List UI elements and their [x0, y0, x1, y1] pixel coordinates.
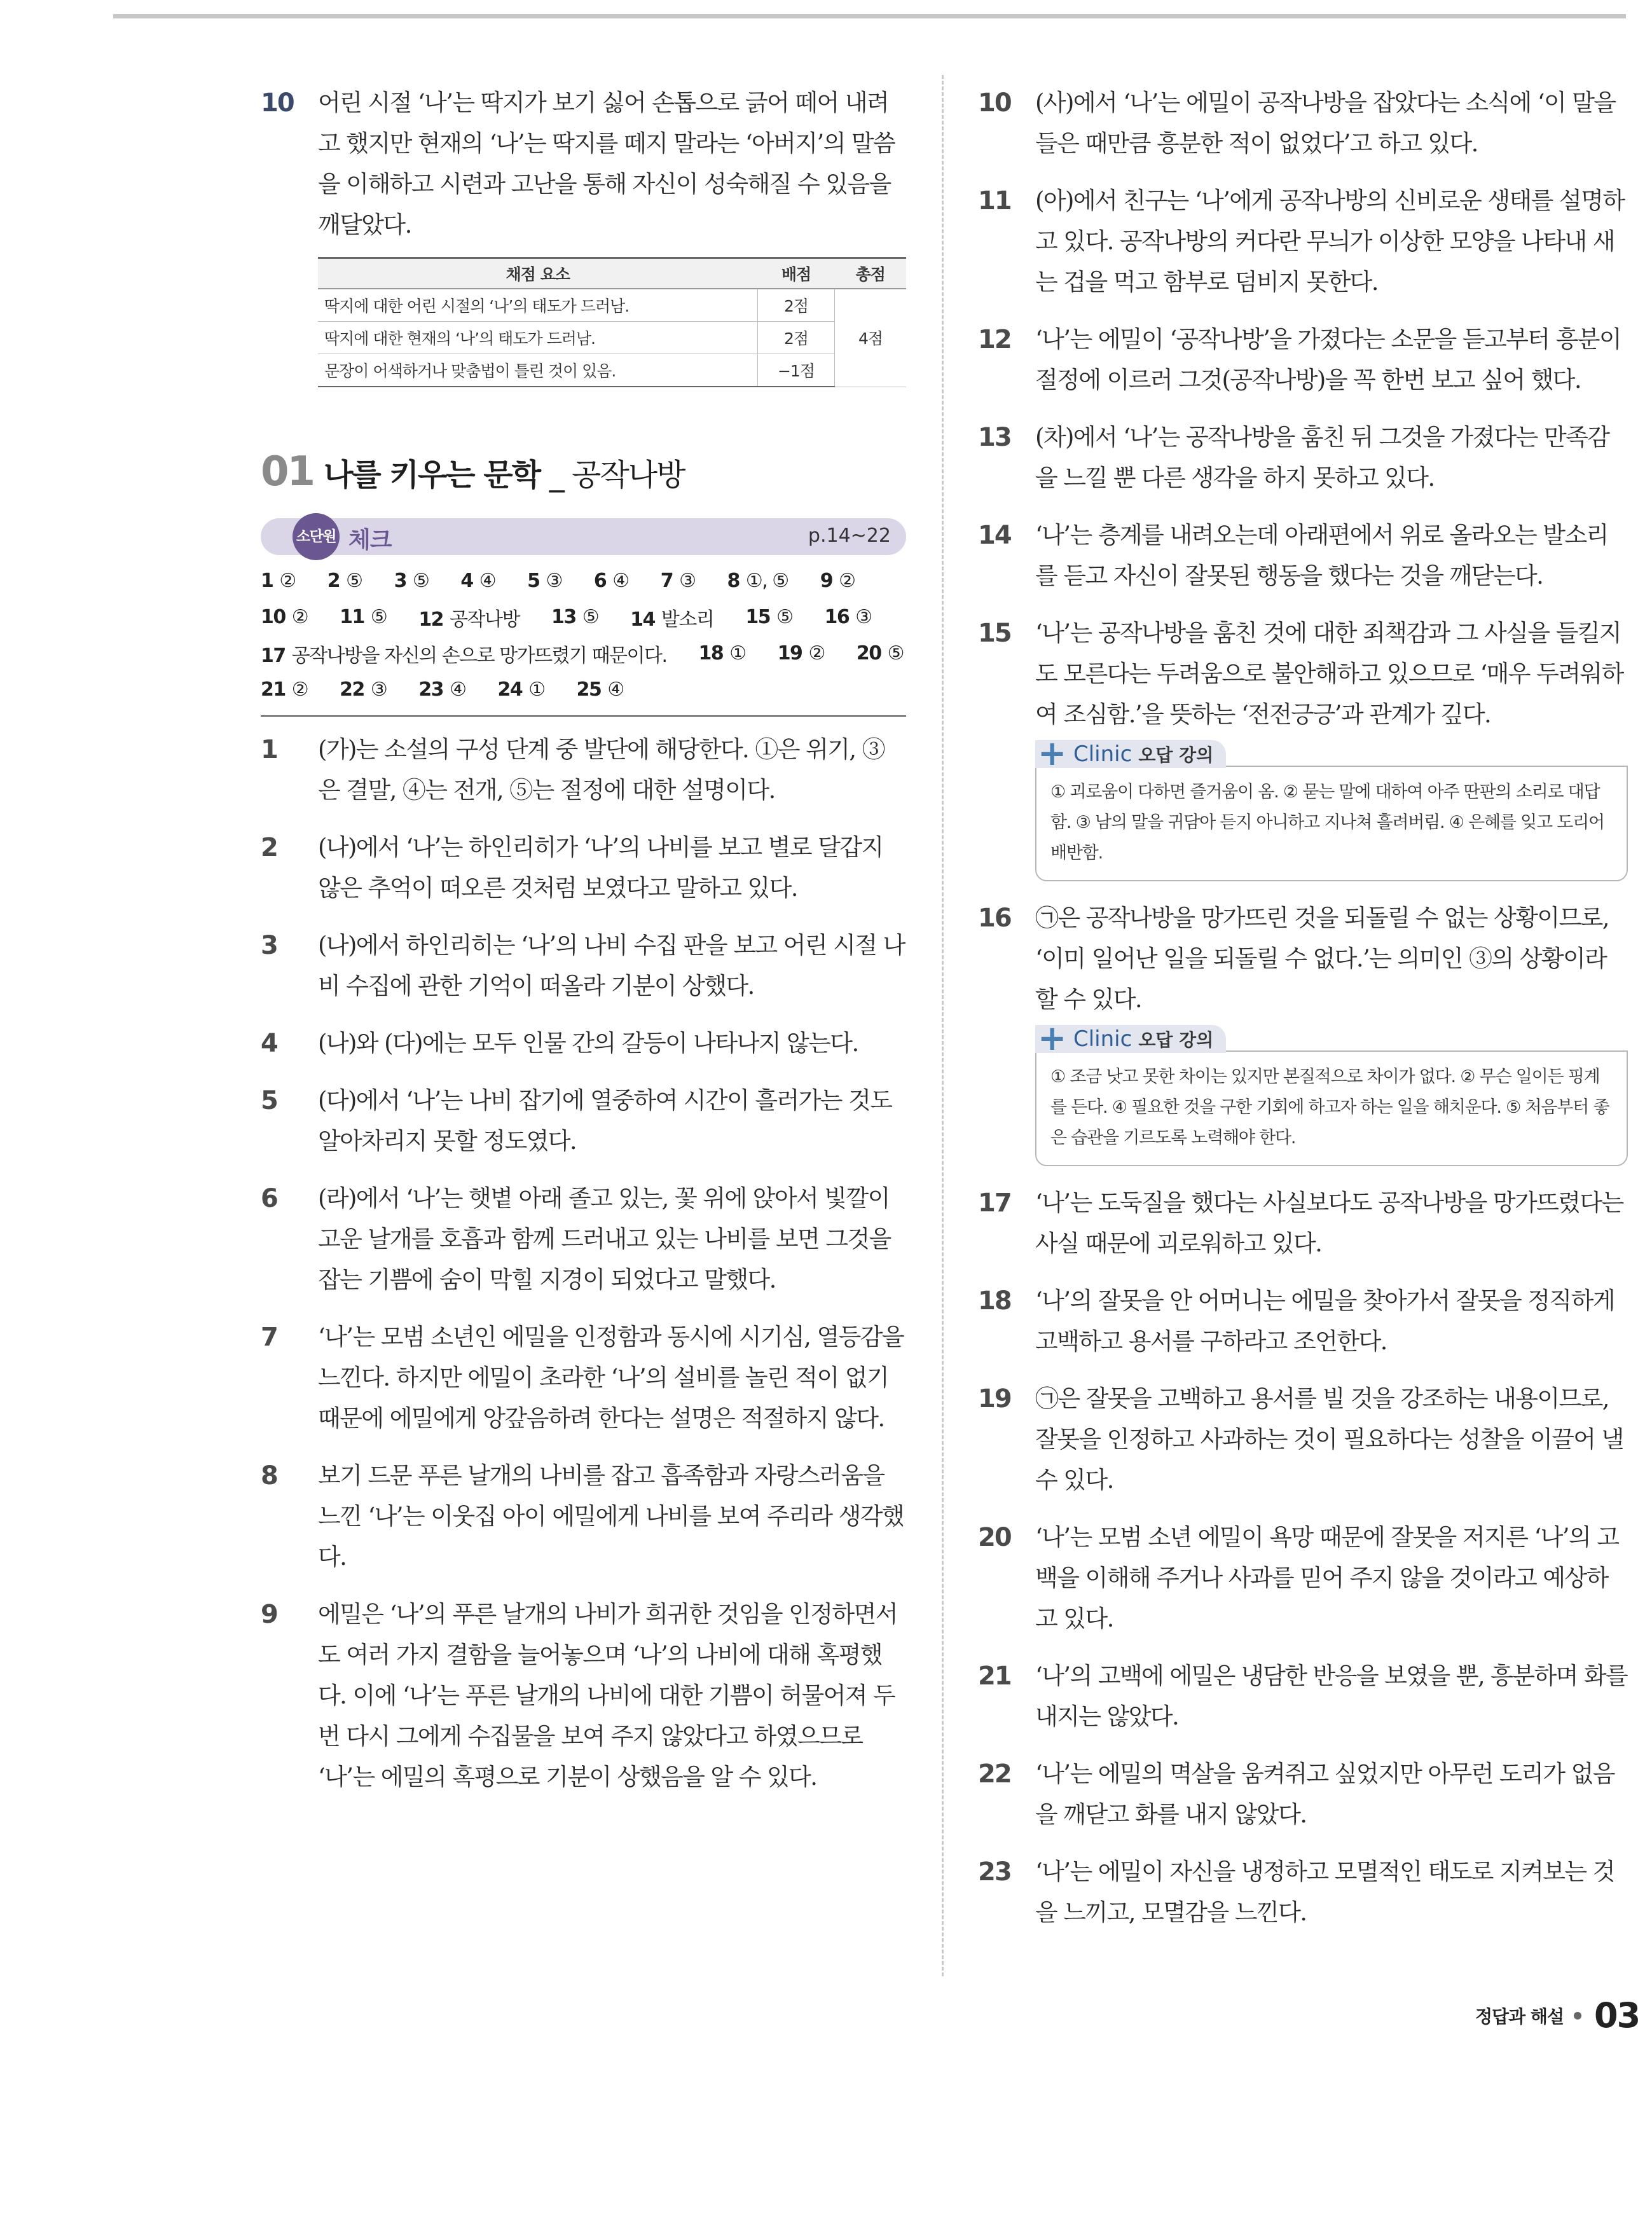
answer-item: [340, 678, 387, 701]
answer-item: [727, 570, 788, 592]
right-column: [978, 83, 1628, 1933]
item-number: 13: [978, 423, 1011, 452]
item-number: 14: [978, 521, 1011, 550]
item-number: 6: [261, 1184, 277, 1213]
left-column: [261, 83, 906, 1798]
item-number: 12: [978, 325, 1011, 354]
table-row: [318, 354, 906, 387]
explanation-item: [261, 729, 906, 811]
answer-number: 16: [824, 606, 850, 628]
item-text: (차)에서 ‘나’는 공작나방을 훔친 뒤 그것을 가졌다는 만족감을 느낄 뿐 다른 생각을 하지 못하고 있다.: [1035, 423, 1609, 492]
item-text: ㉠은 잘못을 고백하고 용서를 빌 것을 강조하는 내용이므로, 잘못을 인정하고 사과하는 것이 필요하다는 성찰을 이끌어 낼 수 있다.: [1035, 1385, 1623, 1494]
answer-item: [340, 606, 387, 628]
answer-item: [497, 678, 544, 701]
item-number: 19: [978, 1384, 1011, 1414]
item-number: 8: [261, 1461, 277, 1490]
clinic-content: ① 괴로움이 다하면 즐거움이 옴. ② 묻는 말에 대하여 아주 딴판의 소리로 대답함. ③ 남의 말을 귀담아 듣지 아니하고 지나쳐 흘려버림. ④ 은혜를 잊고 도리어 배반함.: [1035, 766, 1628, 881]
answer-value: 발소리: [661, 608, 714, 631]
answer-item: [261, 640, 667, 668]
page-footer: [1475, 1995, 1639, 2035]
item-text: ㉠은 공작나방을 망가뜨린 것을 되돌릴 수 없는 상황이므로, ‘이미 일어난 일을 되돌릴 수 없다.’는 의미인 ③의 상황이라 할 수 있다.: [1035, 904, 1609, 1013]
check-label: 체크: [348, 527, 392, 553]
item-text: ‘나’는 공작나방을 훔친 것에 대한 죄책감과 그 사실을 들킬지도 모른다는 두려움으로 불안해하고 있으므로 ‘매우 두려워하여 조심함.’을 뜻하는 ‘전전긍긍’과 관계가 깊다.: [1035, 619, 1623, 728]
table-cell-criterion: 딱지에 대한 현재의 ‘나’의 태도가 드러남.: [318, 322, 758, 354]
item-text: (나)와 (다)에는 모두 인물 간의 갈등이 나타나지 않는다.: [318, 1029, 858, 1057]
answer-value: 공작나방: [450, 608, 520, 631]
answer-item: [745, 606, 792, 628]
answer-value: ①: [528, 678, 545, 701]
answer-number: 3: [394, 570, 406, 592]
answer-value: ④: [612, 570, 629, 592]
answer-number: 17: [261, 644, 286, 667]
answer-item: [778, 642, 825, 664]
answer-number: 23: [418, 678, 444, 701]
answer-number: 7: [660, 570, 673, 592]
item-number: 5: [261, 1086, 277, 1115]
page-number: 03: [1594, 1995, 1640, 2035]
answer-value: ③: [679, 570, 696, 592]
item-number: 10: [261, 88, 294, 118]
item-text: ‘나’는 도둑질을 했다는 사실보다도 공작나방을 망가뜨렸다는 사실 때문에 괴로워하고 있다.: [1035, 1189, 1623, 1257]
answer-item: [527, 570, 562, 592]
answer-value: ⑤: [412, 570, 429, 592]
item-number: 15: [978, 619, 1011, 648]
answer-item: [825, 606, 872, 628]
clinic-title: Clinic: [1073, 741, 1132, 767]
answer-value: ③: [370, 678, 387, 701]
explanation-item: [261, 1594, 906, 1798]
answer-value: ①: [729, 642, 746, 664]
bullet-icon: [1574, 2012, 1581, 2020]
answer-number: 22: [340, 678, 364, 701]
item-text: ‘나’는 에밀의 멱살을 움켜쥐고 싶었지만 아무런 도리가 없음을 깨닫고 화를 내지 않았다.: [1035, 1760, 1614, 1828]
item-number: 23: [978, 1857, 1011, 1887]
answer-number: 21: [261, 678, 286, 701]
item-number: 17: [978, 1188, 1011, 1218]
answer-item: [857, 642, 904, 664]
explanation-item: [261, 827, 906, 909]
item-number: 9: [261, 1600, 277, 1629]
explanation-item: [978, 898, 1628, 1020]
answer-item: [327, 570, 362, 592]
answer-item: [418, 678, 465, 701]
item-text: ‘나’는 모범 소년 에밀이 욕망 때문에 잘못을 저지른 ‘나’의 고백을 이해해 주거나 사과를 믿어 주지 않을 것이라고 예상하고 있다.: [1035, 1524, 1619, 1632]
item-text: ‘나’는 모범 소년인 에밀을 인정함과 동시에 시기심, 열등감을 느낀다. 하지만 에밀이 초라한 ‘나’의 설비를 놀린 적이 없기 때문에 에밀에게 앙갚음하려 한다는 설명은 적절하지 않다.: [318, 1323, 904, 1432]
item-number: 18: [978, 1286, 1011, 1316]
answer-value: ③: [546, 570, 562, 592]
table-cell-score: −1점: [758, 354, 835, 387]
answer-value: ⑤: [776, 606, 793, 628]
item-text: (나)에서 하인리히는 ‘나’의 나비 수집 판을 보고 어린 시절 나비 수집에 관한 기억이 떠올라 기분이 상했다.: [318, 932, 905, 1000]
clinic-subtitle: 오답 강의: [1138, 1029, 1214, 1050]
answer-value: ④: [479, 570, 496, 592]
item-number: 1: [261, 735, 277, 764]
explanation-item: [978, 1656, 1628, 1737]
clinic-title: Clinic: [1073, 1026, 1132, 1052]
answer-item: [418, 603, 520, 631]
answer-value: ②: [291, 678, 308, 701]
check-pages: p.14~22: [808, 525, 891, 547]
answer-value: ⑤: [370, 606, 387, 628]
answer-item: [261, 678, 308, 701]
clinic-box: [1035, 1018, 1628, 1166]
explanation-item: [978, 319, 1628, 401]
section-subtitle: _ 공작나방: [549, 457, 685, 493]
answer-value: ②: [291, 606, 308, 628]
answer-number: 12: [418, 608, 444, 631]
answer-number: 4: [460, 570, 473, 592]
footer-label: 정답과 해설: [1475, 2006, 1564, 2027]
table-header-criterion: 채점 요소: [318, 258, 758, 289]
item-text: (아)에서 친구는 ‘나’에게 공작나방의 신비로운 생태를 설명하고 있다. 공작나방의 커다란 무늬가 이상한 모양을 나타내 새는 겁을 먹고 함부로 덤비지 못한다.: [1035, 187, 1625, 296]
answer-number: 2: [327, 570, 340, 592]
answer-item: [699, 642, 746, 664]
item-text: ‘나’는 에밀이 자신을 냉정하고 모멸적인 태도로 지켜보는 것을 느끼고, 모멸감을 느낀다.: [1035, 1858, 1614, 1926]
explanation-item: [978, 417, 1628, 499]
answer-value: ②: [808, 642, 825, 664]
answer-number: 19: [777, 642, 802, 664]
table-cell-criterion: 딱지에 대한 어린 시절의 ‘나’의 태도가 드러남.: [318, 289, 758, 322]
item-text: 보기 드문 푸른 날개의 나비를 잡고 흡족함과 자랑스러움을 느낀 ‘나’는 이웃집 아이 에밀에게 나비를 보여 주리라 생각했다.: [318, 1462, 904, 1571]
item-number: 21: [978, 1662, 1011, 1691]
answer-item: [261, 570, 296, 592]
section-title: [324, 450, 684, 494]
top-rule: [113, 14, 1626, 18]
section-title-main: 나를 키우는 문학: [324, 457, 540, 493]
answer-number: 13: [551, 606, 576, 628]
explanation-item: [978, 83, 1628, 164]
item-number: 4: [261, 1029, 277, 1058]
answer-row: [261, 563, 906, 599]
answer-value: ②: [279, 570, 296, 592]
clinic-content: ① 조금 낫고 못한 차이는 있지만 본질적으로 차이가 없다. ② 무슨 일이든 핑계를 든다. ④ 필요한 것을 구한 기회에 하고자 하는 일을 해치운다. ⑤ 처음부터 좋은 습관을 기르도록 노력해야 한다.: [1035, 1050, 1628, 1166]
answer-number: 20: [856, 642, 881, 664]
explanation-item: [261, 925, 906, 1007]
explanation-item: [978, 1183, 1628, 1264]
answer-number: 9: [820, 570, 833, 592]
item-number: 11: [978, 186, 1011, 216]
explanation-item: [261, 1023, 906, 1064]
explanation-item: [978, 1852, 1628, 1933]
answer-value: ④: [450, 678, 466, 701]
item-text: 에밀은 ‘나’의 푸른 날개의 나비가 희귀한 것임을 인정하면서도 여러 가지 결함을 늘어놓으며 ‘나’의 나비에 대해 혹평했다. 이에 ‘나’는 푸른 날개의 나비에 대한 기쁨이 허물어져 두 번 다시 그에게 수집물을 보여 주지 않았다고 하였으므로 ‘나’는 에밀의 혹평으로 기분이 상했음을 알 수 있다.: [318, 1600, 897, 1791]
answer-item: [551, 606, 598, 628]
item-number: 20: [978, 1523, 1011, 1552]
table-cell-criterion: 문장이 어색하거나 맞춤법이 틀린 것이 있음.: [318, 354, 758, 387]
answer-value: ②: [839, 570, 855, 592]
answer-value: ③: [855, 606, 872, 628]
explanation-item: [978, 1281, 1628, 1362]
column-divider: [942, 75, 944, 1976]
item-text: (나)에서 ‘나’는 하인리히가 ‘나’의 나비를 보고 별로 달갑지 않은 추억이 떠오른 것처럼 보였다고 말하고 있다.: [318, 834, 883, 902]
answer-number: 10: [261, 606, 286, 628]
scoring-table: [318, 257, 906, 387]
answer-item: [630, 603, 713, 631]
check-bar: [261, 518, 906, 555]
answer-number: 24: [497, 678, 523, 701]
item-number: 7: [261, 1323, 277, 1352]
item-number: 10: [978, 88, 1011, 118]
answer-value: 공작나방을 자신의 손으로 망가뜨렸기 때문이다.: [291, 644, 667, 667]
answer-item: [594, 570, 629, 592]
item-number: 2: [261, 833, 277, 862]
answer-item: [460, 570, 495, 592]
item-number: 3: [261, 931, 277, 960]
explanation-item: [978, 613, 1628, 735]
answer-number: 18: [698, 642, 724, 664]
table-row: [318, 289, 906, 322]
answer-number: 5: [527, 570, 540, 592]
clinic-tab: [1035, 733, 1226, 773]
explanation-item: [978, 181, 1628, 303]
answer-row: [261, 671, 906, 708]
answer-value: ⑤: [887, 642, 904, 664]
item-number: 22: [978, 1759, 1011, 1789]
explanation-item: [978, 1517, 1628, 1639]
explanation-item: [978, 1754, 1628, 1835]
item-text: 어린 시절 ‘나’는 딱지가 보기 싫어 손톱으로 긁어 떼어 내려 고 했지만 현재의 ‘나’는 딱지를 떼지 말라는 ‘아버지’의 말씀 을 이해하고 시련과 고난을 통해 자신이 성숙해질 수 있음을 깨달았다.: [318, 89, 895, 238]
item-text: ‘나’의 고백에 에밀은 냉담한 반응을 보였을 뿐, 흥분하며 화를 내지는 않았다.: [1035, 1662, 1628, 1730]
answer-value: ①, ⑤: [745, 570, 788, 592]
table-cell-score: 2점: [758, 289, 835, 322]
answer-grid: [261, 563, 906, 717]
table-header-total: 총점: [835, 258, 907, 289]
plus-icon: +: [1038, 733, 1067, 773]
clinic-box: [1035, 733, 1628, 881]
answer-item: [661, 570, 696, 592]
answer-row: [261, 599, 906, 635]
section-heading: [261, 448, 906, 495]
answer-number: 8: [727, 570, 740, 592]
answer-number: 14: [630, 608, 655, 631]
explanation-item: [261, 1317, 906, 1439]
table-cell-score: 2점: [758, 322, 835, 354]
table-row: [318, 322, 906, 354]
answer-item: [261, 606, 308, 628]
plus-icon: +: [1038, 1018, 1067, 1058]
answer-item: [394, 570, 429, 592]
item-text: ‘나’의 잘못을 안 어머니는 에밀을 찾아가서 잘못을 정직하게 고백하고 용서를 구하라고 조언한다.: [1035, 1287, 1614, 1355]
explanation-item: [978, 1379, 1628, 1501]
answer-number: 15: [745, 606, 771, 628]
answer-value: ⑤: [346, 570, 362, 592]
answer-row: [261, 635, 906, 671]
item-text: (라)에서 ‘나’는 햇볕 아래 졸고 있는, 꽃 위에 앉아서 빛깔이 고운 날개를 호흡과 함께 드러내고 있는 나비를 보면 그것을 잡는 기쁨에 숨이 막힐 지경이 되었다고 말했다.: [318, 1185, 891, 1293]
item-text: ‘나’는 층계를 내려오는데 아래편에서 위로 올라오는 발소리를 듣고 자신이 잘못된 행동을 했다는 것을 깨닫는다.: [1035, 521, 1608, 589]
answer-number: 1: [261, 570, 273, 592]
explanation-item: [261, 83, 906, 245]
item-text: (다)에서 ‘나’는 나비 잡기에 열중하여 시간이 흘러가는 것도 알아차리지 못할 정도였다.: [318, 1087, 892, 1155]
explanation-item: [261, 1456, 906, 1578]
item-text: (가)는 소설의 구성 단계 중 발단에 해당한다. ①은 위기, ③은 결말, ④는 전개, ⑤는 절정에 대한 설명이다.: [318, 736, 885, 804]
answer-value: ⑤: [582, 606, 599, 628]
answer-number: 6: [593, 570, 607, 592]
left-explanations: [261, 729, 906, 1798]
item-text: ‘나’는 에밀이 ‘공작나방’을 가졌다는 소문을 듣고부터 흥분이 절정에 이르러 그것(공작나방)을 꼭 한번 보고 싶어 했다.: [1035, 326, 1621, 394]
answer-value: ④: [607, 678, 624, 701]
clinic-tab: [1035, 1018, 1226, 1058]
answer-item: [577, 678, 624, 701]
section-number: 01: [261, 448, 314, 495]
answer-item: [820, 570, 855, 592]
item-text: (사)에서 ‘나’는 에밀이 공작나방을 잡았다는 소식에 ‘이 말을 들은 때만큼 흥분한 적이 없었다’고 하고 있다.: [1035, 89, 1616, 157]
explanation-item: [261, 1080, 906, 1162]
answer-number: 25: [576, 678, 602, 701]
answer-number: 11: [340, 606, 364, 628]
clinic-subtitle: 오답 강의: [1138, 745, 1214, 766]
table-cell-total: 4점: [835, 289, 907, 387]
item-number: 16: [978, 904, 1011, 933]
check-badge: 소단원: [293, 513, 340, 560]
table-header-score: 배점: [758, 258, 835, 289]
explanation-item: [261, 1178, 906, 1300]
explanation-item: [978, 515, 1628, 596]
